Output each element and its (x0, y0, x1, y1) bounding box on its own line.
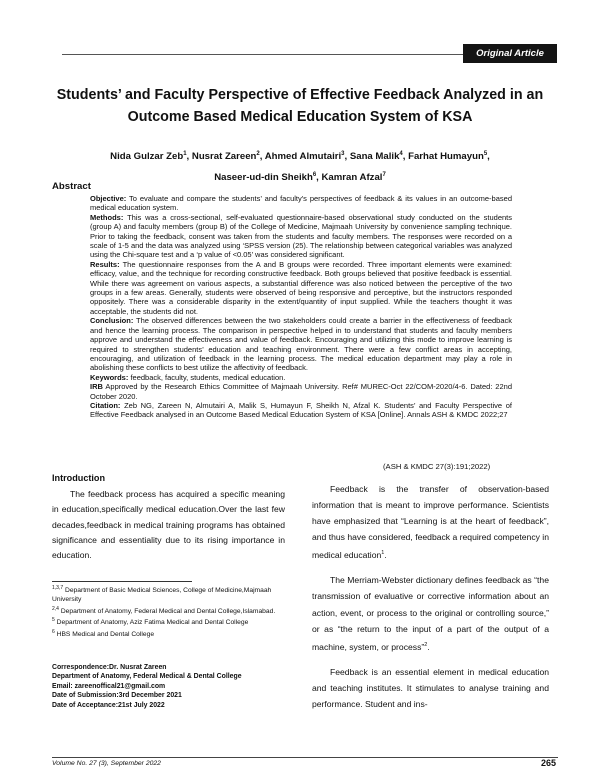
author-name: Farhat Humayun (408, 151, 484, 163)
affiliation-item: $^5$ Department of Anatomy, Aziz Fatima Medical and Dental College (52, 617, 249, 627)
author-name: Nida Gulzar Zeb (110, 151, 184, 163)
author-name: Nusrat Zareen (191, 151, 257, 163)
correspondence-name: Correspondence:Dr. Nusrat Zareen (52, 664, 167, 671)
abstract-body (90, 194, 512, 420)
author-list: Nida Gulzar Zeb$^1$, Nusrat Zareen$^2$, Ahmed Almutairi$^3$, Sana Malik$^4$, Farhat Humayun$^5$, Naseer-ud-din Sheikh$^6$, Kamran Afzal$^7$ (110, 151, 490, 184)
affiliation-item: $^6$ HBS Medical and Dental College (52, 628, 155, 638)
intro-paragraph: Feedback is the transfer of observation-based information that is meant to improve performance. Scientists have emphasized that “Learning is at the heart of feedback”, and thus have considered, feedback a required competency in medical education$^1$. (312, 484, 549, 561)
affiliation-item: $^{2,4}$ Department of Anatomy, Federal Medical and Dental College,Islamabad. (52, 605, 276, 615)
affiliation-item: $^{1,3,7}$ Department of Basic Medical Sciences, College of Medicine,Majmaah University (52, 585, 272, 604)
abstract-conclusion: Conclusion: The observed differences between the two stakeholders could create a barrier in the effectiveness of feedback and hence the learning process. The comparison in perspective helped in to understand that students and faculty members approve and understand the effectiveness and value of feedback. Encouraging and utilizing this mode to improve learning is required to strengthen students’ education and teaching environment. There were a few conflict areas in accepting, encouraging, and utilization of feedback in the learning process. The medical education department may play a role in abolishing these conflicts to best utilize the affectivity of feedback. (90, 316, 512, 373)
page-number: 265 (540, 758, 556, 768)
submission-date: Date of Submission:3rd December 2021 (52, 692, 182, 700)
affiliations (52, 584, 285, 639)
introduction-heading: Introduction (52, 473, 106, 483)
article-type-badge: Original Article (463, 44, 557, 63)
footnote-rule (52, 581, 192, 582)
author-name: Ahmed Almutairi (264, 151, 342, 163)
correspondence-department: Department of Anatomy, Federal Medical & Dental College (52, 673, 242, 681)
abstract-methods: Methods: This was a cross-sectional, self-evaluated questionnaire-based observational study conducted on the students (group A) and faculty members (group B) of the College of Medicine, Majmaah University by convenience sampling technique. Prior to taking the feedback, consent was taken from the students and faculty members. The responses were recorded on a scale of 1-5 and the data was analyzed using ‘SPSS version (25). The relationship between categorical variables was analyzed using the Chi-square test and a ‘p value of <0.05’ was considered significant. (90, 212, 512, 260)
author-name: Sana Malik (349, 151, 400, 163)
abstract-heading: Abstract (52, 181, 91, 192)
abstract-keywords: Keywords: feedback, faculty, students, medical education. (90, 372, 286, 382)
acceptance-date: Date of Acceptance:21st July 2022 (52, 701, 165, 709)
abstract-objective: Objective: To evaluate and compare the students’ and faculty's perspectives of feedback & its values in an outcome-based medical education system. (90, 194, 512, 213)
right-column (312, 481, 549, 721)
left-column (52, 487, 285, 563)
intro-paragraph: Feedback is an essential element in medical education and teaching institutes. It stimulates to analyse training and performance. Student and ins- (312, 666, 549, 709)
abstract-results: Results: The questionnaire responses from the A and B groups were recorded. Three important elements were examined: efficacy, value, and the technique for recording constructive feedback. Both groups believed that positive feedback is essential. While there was agreement on various aspects, a substantial difference was also noticed between the perceptive of the two groups in a few areas. Generally, students were observed of being responsive and perceptive, but the instructors responded oppositely. There was a considerable disparity in the extent/quantity of input supplied. While the teachers thought it was acceptable, the students did not. (90, 259, 512, 316)
footer-rule (52, 757, 558, 758)
journal-reference: (ASH & KMDC 27(3):191;2022) (383, 462, 491, 471)
intro-paragraph: The Merriam-Webster dictionary defines feedback as “the transmission of evaluative or corrective information about an action, event, or process to the original or controlling source,” or as “the return to the input of a part of the output of a machine, system, or process”$^2$. (312, 575, 549, 652)
intro-paragraph: The feedback process has acquired a specific meaning in education,specifically medical education.Over the last few decades,feedback in medical training programs has obtained significance and essentiality due to its rising importance in education. (52, 489, 285, 561)
volume-info: Volume No. 27 (3), September 2022 (52, 760, 161, 767)
author-name: Naseer-ud-din Sheikh (214, 172, 313, 184)
article-title: Students’ and Faculty Perspective of Effective Feedback Analyzed in an Outcome Based Medical Education System of KSA (56, 87, 544, 125)
abstract-irb: IRB Approved by the Research Ethics Committee of Majmaah University. Ref# MUREC-Oct 22/COM-2020/4-6. Dated: 22nd October 2020. (90, 382, 512, 401)
header-rule (62, 54, 472, 55)
author-name: Kamran Afzal (321, 172, 383, 184)
abstract-citation: Citation: Zeb NG, Zareen N, Almutairi A, Malik S, Humayun F, Sheikh N, Afzal K. Students’ and Faculty Perspective of Effective Feedback analysed in an Outcome Based Medical Education System of KSA [Online]. Annals ASH & KMDC 2022;27 (90, 400, 512, 420)
correspondence-email[interactable]: Email: zareenoffical21@gmail.com (52, 682, 166, 690)
correspondence-block (52, 663, 285, 710)
